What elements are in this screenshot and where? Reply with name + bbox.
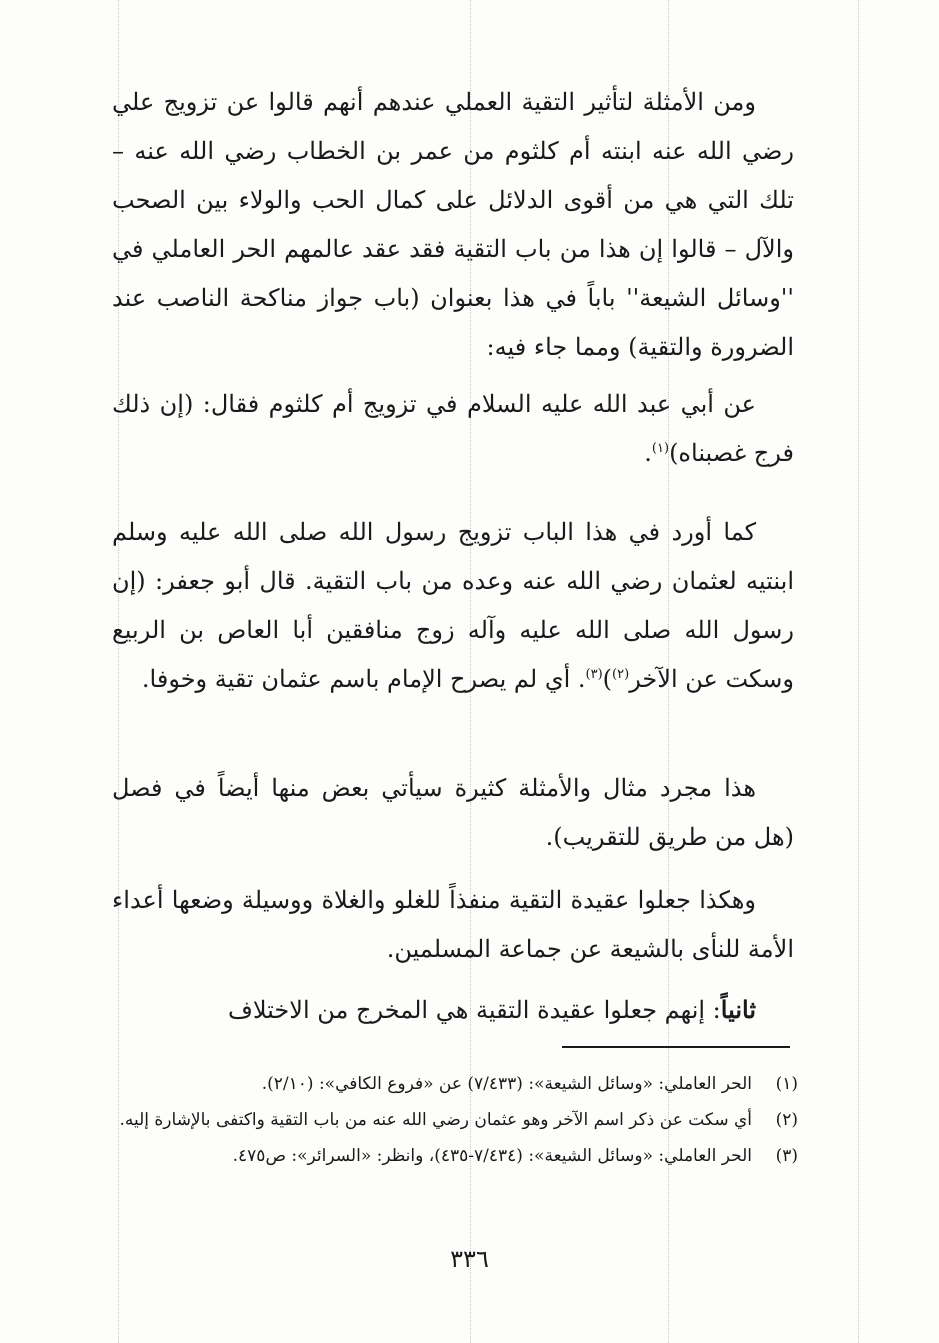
footnote-separator bbox=[562, 1046, 790, 1048]
paragraph-text bbox=[112, 985, 794, 1035]
paragraph-more-examples bbox=[112, 764, 794, 862]
footnote-2 bbox=[112, 1104, 798, 1136]
paragraph-quote-abu-abdullah bbox=[112, 380, 794, 478]
paragraph-part: كما أورد في هذا الباب تزويج رسول الله صلى الله عليه وسلم ابنتيه لعثمان رضي الله عنه وعده من باب التقية. قال أبو جعفر: (إن رسول الله صلى الله عليه وآله زوج منافقين أبا العاص بن الربيع وسكت عن الآخر bbox=[112, 518, 794, 693]
footnote-number: (٢) bbox=[775, 1110, 798, 1130]
footnote-ref-3[interactable]: (٣) bbox=[585, 667, 603, 682]
footnote-3 bbox=[112, 1140, 798, 1172]
footnote-text: أي سكت عن ذكر اسم الآخر وهو عثمان رضي الله عنه من باب التقية واكتفى بالإشارة إليه. bbox=[119, 1110, 752, 1130]
paragraph-text bbox=[112, 508, 794, 704]
closing-paren: ) bbox=[602, 665, 613, 693]
paragraph-secondly bbox=[112, 985, 794, 1035]
scan-guide-line bbox=[858, 0, 859, 1343]
paragraph-taqiyya-extremism bbox=[112, 876, 794, 974]
paragraph-text bbox=[112, 380, 794, 478]
footnote-number: (١) bbox=[775, 1074, 798, 1094]
footnote-text: الحر العاملي: «وسائل الشيعة»: (٧/٤٣٤-٤٣٥)، وانظر: «السرائر»: ص٤٧٥. bbox=[232, 1146, 752, 1166]
paragraph-marriage-example bbox=[112, 78, 794, 372]
paragraph-uthman-example bbox=[112, 508, 794, 704]
footnote-text: الحر العاملي: «وسائل الشيعة»: (٧/٤٣٣) عن «فروع الكافي»: (٢/١٠). bbox=[261, 1074, 752, 1094]
paragraph-part: : إنهم جعلوا عقيدة التقية هي المخرج من الاختلاف bbox=[227, 996, 721, 1024]
paragraph-text: وهكذا جعلوا عقيدة التقية منفذاً للغلو والغلاة ووسيلة وضعها أعداء الأمة للنأى بالشيعة عن جماعة المسلمين. bbox=[112, 886, 794, 963]
footnote-number: (٣) bbox=[775, 1146, 798, 1166]
quote-text: عن أبي عبد الله عليه السلام في تزويج أم كلثوم فقال: (إن ذلك فرج غصبناه) bbox=[112, 390, 794, 467]
page-number: ٣٣٦ bbox=[450, 1245, 489, 1273]
footnote-ref-2[interactable]: (٢) bbox=[612, 667, 630, 682]
footnote-ref-1[interactable]: (١) bbox=[651, 441, 670, 456]
paragraph-text: هذا مجرد مثال والأمثلة كثيرة سيأتي بعض منها أيضاً في فصل (هل من طريق للتقريب). bbox=[112, 774, 794, 851]
paragraph-part: . أي لم يصرح الإمام باسم عثمان تقية وخوفا. bbox=[141, 665, 586, 693]
section-lead: ثانياً bbox=[720, 995, 756, 1024]
footnote-1 bbox=[112, 1068, 798, 1100]
period: . bbox=[644, 439, 652, 467]
footnotes bbox=[112, 1068, 798, 1176]
paragraph-text: ومن الأمثلة لتأثير التقية العملي عندهم أنهم قالوا عن تزويج علي رضي الله عنه ابنته أم كلثوم من عمر بن الخطاب رضي الله عنه – تلك التي هي من أقوى الدلائل على كمال الحب والولاء بين الصحب والآل – قالوا إن هذا من باب التقية فقد عقد عالمهم الحر العاملي في ''وسائل الشيعة'' باباً في هذا بعنوان (باب جواز مناكحة الناصب عند الضرورة والتقية) ومما جاء فيه: bbox=[112, 88, 794, 361]
